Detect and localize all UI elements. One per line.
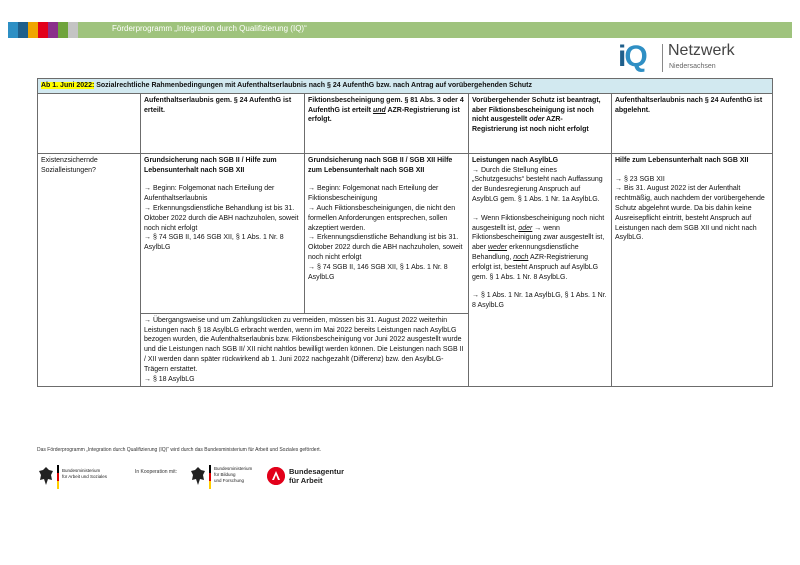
- col-header-protection-applied: Vorübergehender Schutz ist beantragt, aber Fiktionsbescheinigung ist noch nicht ausgestellt oder AZR-Registrierung ist noch nicht erfolgt: [469, 93, 612, 153]
- flag-stripe-icon: [57, 465, 59, 489]
- cooperation-label: In Kooperation mit:: [135, 469, 177, 475]
- federal-eagle-icon: [189, 465, 207, 487]
- cell-sgb-ii-fiction: [305, 153, 469, 313]
- cell-paragraph: → Beginn: Folgemonat nach Erteilung der Fiktionsbescheinigung: [308, 185, 439, 203]
- cell-paragraph: → Durch die Stellung eines „Schutzgesuchs“ besteht nach Auffassung der Bundesregierung Anspruch auf AsylbLG gem. § 1 Abs. 1 Nr. 1a AsylbLG.: [472, 166, 603, 203]
- federal-eagle-icon: [37, 465, 55, 487]
- cell-sgb-ii-permit: [141, 153, 305, 313]
- bmas-logo-text: Bundesministerium für Arbeit und Soziales: [62, 468, 108, 479]
- cell-paragraph: → Erkennungsdienstliche Behandlung ist bis 31. Oktober 2022 durch die ABH nachzuholen, soweit noch nicht erfolgt: [144, 204, 299, 232]
- cell-paragraph: → Beginn: Folgemonat nach Erteilung der Aufenthaltserlaubnis: [144, 185, 275, 203]
- cell-paragraph: → Erkennungsdienstliche Behandlung ist bis 31. Oktober 2022 durch die ABH nachzuholen, soweit noch nicht erfolgt: [308, 234, 463, 261]
- table-heading: [38, 79, 773, 94]
- color-segment: [28, 22, 38, 38]
- table-heading-row: [38, 79, 773, 94]
- cell-paragraph: → § 23 SGB XII: [615, 175, 665, 183]
- cell-paragraph: → § 1 Abs. 1 Nr. 1a AsylbLG, § 1 Abs. 1 Nr. 8 AsylbLG: [472, 292, 607, 310]
- col-header-fiction-certificate: Fiktionsbescheinigung gem. § 81 Abs. 3 oder 4 AufenthG ist erteilt und AZR-Registrierung ist erfolgt.: [305, 93, 469, 153]
- cell-paragraph: → § 18 AsylbLG: [144, 375, 195, 383]
- cell-title: Grundsicherung nach SGB II / SGB XII Hilfe zum Lebensunterhalt nach SGB XII: [308, 156, 453, 174]
- cell-title: Hilfe zum Lebensunterhalt nach SGB XII: [615, 156, 749, 164]
- cell-paragraph: → § 74 SGB II, 146 SGB XII, § 1 Abs. 1 Nr. 8 AsylbLG: [308, 263, 448, 281]
- col-header-permit-rejected: Aufenthaltserlaubnis nach § 24 AufenthG ist abgelehnt.: [612, 93, 773, 153]
- iq-netzwerk-logo: [618, 40, 788, 76]
- logo-region: Niedersachsen: [669, 63, 716, 70]
- bundesagentur-logo-text: Bundesagentur für Arbeit: [289, 467, 345, 485]
- cell-paragraph: → Auch Fiktionsbescheinigungen, die nicht den formellen Anforderungen entsprechen, sollen akzeptiert werden.: [308, 204, 456, 232]
- partner-logos: [37, 463, 387, 503]
- logo-name: Netzwerk: [668, 42, 735, 59]
- iq-mark: iQ: [618, 40, 646, 73]
- color-segment: [58, 22, 68, 38]
- program-title: Förderprogramm „Integration durch Qualifizierung (IQ)“: [112, 24, 307, 33]
- color-segment: [48, 22, 58, 38]
- heading-text: Sozialrechtliche Rahmenbedingungen mit Aufenthaltserlaubnis nach § 24 AufenthG bzw. nach Antrag auf vorübergehenden Schutz: [94, 82, 532, 89]
- color-segment: [8, 22, 18, 38]
- logo-divider: [662, 44, 663, 72]
- col-header-permit-granted: Aufenthaltserlaubnis gem. § 24 AufenthG ist erteilt.: [141, 93, 305, 153]
- flag-stripe-icon: [209, 465, 211, 489]
- cell-paragraph: → Wenn Fiktionsbescheinigung noch nicht ausgestellt ist, oder → wenn Fiktionsbescheinigung zwar ausgestellt ist, aber weder erkennungsdienstliche Behandlung, noch AZR-Registrierung erfolgt ist, besteht Anspruch auf AsylbLG gem. § 1 Abs. 1 Nr. 8 AsylbLG.: [472, 214, 605, 281]
- program-bar: [8, 22, 792, 38]
- bmbf-logo-text: Bundesministerium für Bildung und Forschung: [214, 466, 253, 483]
- cell-asylblg: [469, 153, 612, 387]
- cell-transition-note: [141, 313, 469, 387]
- bundesagentur-logo-icon: [267, 467, 285, 485]
- color-segment: [18, 22, 28, 38]
- heading-date-highlight: Ab 1. Juni 2022:: [41, 82, 95, 89]
- cell-paragraph: → § 74 SGB II, 146 SGB XII, § 1 Abs. 1 Nr. 8 AsylbLG: [144, 234, 284, 252]
- cell-title: Leistungen nach AsylbLG: [472, 156, 559, 164]
- funding-note: Das Förderprogramm „Integration durch Qualifizierung (IQ)“ wird durch das Bundesministerium für Arbeit und Soziales gefördert.: [37, 447, 322, 453]
- cell-sgb-xii-rejected: [612, 153, 773, 387]
- corner-cell: [38, 93, 141, 153]
- cell-paragraph: → Bis 31. August 2022 ist der Aufenthalt rechtmäßig, auch nachdem der vorübergehende Schutz abgelehnt wurde. Da bis dahin keine Ausreisepflicht eintritt, besteht Anspruch auf Leistungen nach dem SGB XII und nicht nach AsylbLG.: [615, 185, 765, 242]
- color-segment: [68, 22, 78, 38]
- color-segment: [38, 22, 48, 38]
- cell-paragraph: → Übergangsweise und um Zahlungslücken zu vermeiden, müssen bis 31. August 2022 weiterhin Leistungen nach § 18 AsylbLG erbracht werden, wenn im Mai 2022 bereits Leistungen nach AsylbLG bezogen wurden, die Aufenthaltserlaubnis bzw. Fiktionsbescheinigung vor Juni 2022 ausgestellt wurde und die Leistungen nach SGB II/ XII nicht nahtlos bewilligt werden können. Die Leistungen nach SGB II / XII werden dann später rückwirkend ab 1. Juni 2022 nachgezahlt (Differenz) bzw. den AsylbLG-Trägern erstattet.: [144, 316, 464, 373]
- cell-title: Grundsicherung nach SGB II / Hilfe zum Lebensunterhalt nach SGB XII: [144, 156, 277, 174]
- table-row: [38, 153, 773, 313]
- row-label: Existenzsichernde Sozialleistungen?: [38, 153, 141, 387]
- column-header-row: [38, 93, 773, 153]
- benefits-table: [37, 78, 773, 387]
